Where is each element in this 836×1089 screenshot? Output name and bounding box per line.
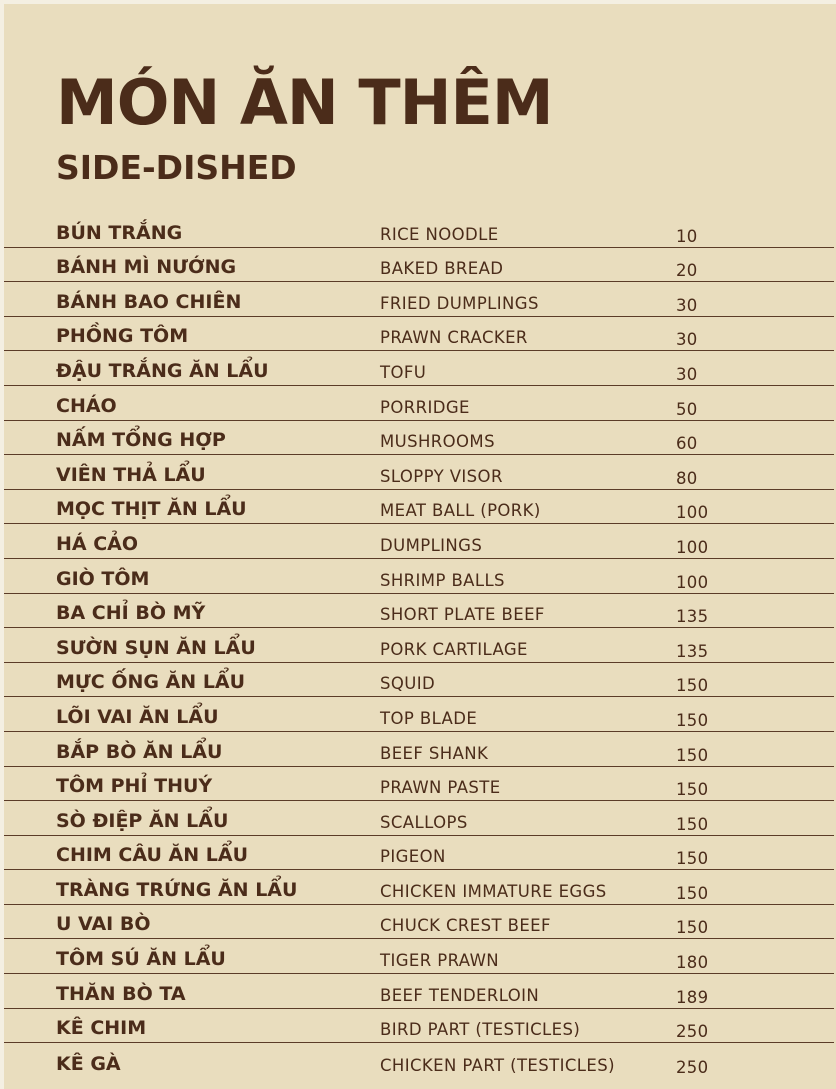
menu-item-vietnamese-name: CHÁO: [56, 394, 117, 417]
menu-item-english-name: TOFU: [380, 362, 427, 382]
menu-item-vietnamese-name: THĂN BÒ TA: [56, 982, 186, 1005]
menu-item-vietnamese-name: LÕI VAI ĂN LẨU: [56, 705, 219, 728]
menu-item-english-name: SLOPPY VISOR: [380, 466, 503, 486]
menu-item: [4, 213, 834, 248]
menu-item-price: 150: [676, 780, 709, 800]
menu-item-english-name: BIRD PART (TESTICLES): [380, 1020, 581, 1040]
menu-item-english-name: MUSHROOMS: [380, 432, 495, 452]
menu-item-vietnamese-name: SƯỜN SỤN ĂN LẨU: [56, 636, 256, 659]
menu-item-price: 150: [676, 918, 709, 938]
menu-item-price: 80: [676, 468, 698, 488]
menu-item-vietnamese-name: VIÊN THẢ LẨU: [56, 463, 206, 486]
menu-item: [4, 386, 834, 421]
menu-item-vietnamese-name: ĐẬU TRẮNG ĂN LẨU: [56, 359, 269, 382]
menu-item: [4, 939, 834, 974]
menu-item-english-name: CHICKEN PART (TESTICLES): [380, 1055, 615, 1075]
menu-item-price: 20: [676, 261, 698, 281]
menu-item: [4, 663, 834, 698]
menu-item-price: 150: [676, 883, 709, 903]
menu-item: [4, 974, 834, 1009]
menu-item: [4, 767, 834, 802]
menu-item-price: 180: [676, 953, 709, 973]
menu-item-vietnamese-name: HÁ CẢO: [56, 532, 139, 555]
menu-item-english-name: TOP BLADE: [380, 708, 478, 728]
menu-item-vietnamese-name: MỰC ỐNG ĂN LẨU: [56, 671, 246, 694]
menu-item-price: 100: [676, 572, 709, 592]
menu-item-price: 30: [676, 295, 698, 315]
menu-item: [4, 421, 834, 456]
menu-item-english-name: SCALLOPS: [380, 812, 468, 832]
menu-item-vietnamese-name: PHỒNG TÔM: [56, 325, 189, 348]
menu-item-vietnamese-name: BÚN TRẮNG: [56, 221, 183, 244]
menu-item-price: 150: [676, 745, 709, 765]
page-title: MÓN ĂN THÊM: [56, 66, 553, 139]
menu-item-english-name: PIGEON: [380, 847, 446, 867]
menu-item-english-name: FRIED DUMPLINGS: [380, 293, 539, 313]
menu-item-english-name: BAKED BREAD: [380, 259, 504, 279]
menu-item: [4, 1043, 834, 1078]
menu-list: [4, 213, 834, 1078]
menu-item-english-name: MEAT BALL (PORK): [380, 501, 541, 521]
menu-item-price: 10: [676, 226, 698, 246]
menu-item: [4, 628, 834, 663]
menu-item-english-name: SHORT PLATE BEEF: [380, 605, 545, 625]
menu-item-english-name: SQUID: [380, 674, 436, 694]
menu-item-price: 60: [676, 434, 698, 454]
menu-item: [4, 351, 834, 386]
menu-item: [4, 455, 834, 490]
menu-item-vietnamese-name: U VAI BÒ: [56, 913, 151, 936]
menu-item-vietnamese-name: GIÒ TÔM: [56, 567, 150, 590]
menu-item-price: 250: [676, 1057, 709, 1077]
menu-item: [4, 1009, 834, 1044]
menu-item-price: 50: [676, 399, 698, 419]
menu-item: [4, 317, 834, 352]
menu-item: [4, 905, 834, 940]
menu-item: [4, 559, 834, 594]
menu-item-english-name: SHRIMP BALLS: [380, 570, 505, 590]
menu-item-price: 100: [676, 503, 709, 523]
menu-item-english-name: PORK CARTILAGE: [380, 639, 528, 659]
menu-item-english-name: BEEF TENDERLOIN: [380, 985, 540, 1005]
menu-item-vietnamese-name: BA CHỈ BÒ MỸ: [56, 602, 206, 625]
menu-item-vietnamese-name: TÔM PHỈ THUÝ: [56, 775, 213, 798]
menu-item-vietnamese-name: SÒ ĐIỆP ĂN LẨU: [56, 809, 229, 832]
menu-item-vietnamese-name: NẤM TỔNG HỢP: [56, 429, 226, 452]
menu-item-english-name: PRAWN PASTE: [380, 778, 501, 798]
menu-item-vietnamese-name: TRÀNG TRỨNG ĂN LẨU: [56, 878, 298, 901]
menu-item: [4, 248, 834, 283]
menu-item-vietnamese-name: KÊ CHIM: [56, 1017, 147, 1040]
menu-item-vietnamese-name: BÁNH BAO CHIÊN: [56, 290, 242, 313]
menu-item-price: 150: [676, 676, 709, 696]
menu-item-price: 150: [676, 814, 709, 834]
menu-item-vietnamese-name: KÊ GÀ: [56, 1052, 121, 1075]
menu-item: [4, 524, 834, 559]
menu-item: [4, 870, 834, 905]
menu-item-english-name: CHICKEN IMMATURE EGGS: [380, 881, 607, 901]
menu-item-english-name: DUMPLINGS: [380, 535, 483, 555]
menu-item-english-name: BEEF SHANK: [380, 743, 489, 763]
menu-item-vietnamese-name: CHIM CÂU ĂN LẨU: [56, 844, 249, 867]
page-subtitle: SIDE-DISHED: [56, 148, 297, 187]
menu-item-price: 30: [676, 330, 698, 350]
menu-item-english-name: CHUCK CREST BEEF: [380, 916, 551, 936]
menu-item-price: 250: [676, 1022, 709, 1042]
menu-item-price: 150: [676, 710, 709, 730]
menu-item-vietnamese-name: BẮP BÒ ĂN LẨU: [56, 740, 223, 763]
menu-item-price: 100: [676, 537, 709, 557]
menu-item: [4, 594, 834, 629]
menu-item: [4, 697, 834, 732]
menu-item-english-name: PRAWN CRACKER: [380, 328, 528, 348]
menu-item-price: 30: [676, 364, 698, 384]
menu-item-price: 135: [676, 641, 709, 661]
menu-item-english-name: PORRIDGE: [380, 397, 470, 417]
menu-item: [4, 836, 834, 871]
menu-item-price: 135: [676, 607, 709, 627]
menu-item-price: 150: [676, 849, 709, 869]
menu-item-vietnamese-name: TÔM SÚ ĂN LẨU: [56, 948, 226, 971]
menu-item-english-name: RICE NOODLE: [380, 224, 499, 244]
menu-item-price: 189: [676, 987, 709, 1007]
menu-item-english-name: TIGER PRAWN: [380, 951, 500, 971]
menu-item: [4, 490, 834, 525]
menu-item: [4, 801, 834, 836]
menu-item-vietnamese-name: MỌC THỊT ĂN LẨU: [56, 498, 247, 521]
menu-item: [4, 282, 834, 317]
menu-item: [4, 732, 834, 767]
menu-item-vietnamese-name: BÁNH MÌ NƯỚNG: [56, 256, 237, 279]
